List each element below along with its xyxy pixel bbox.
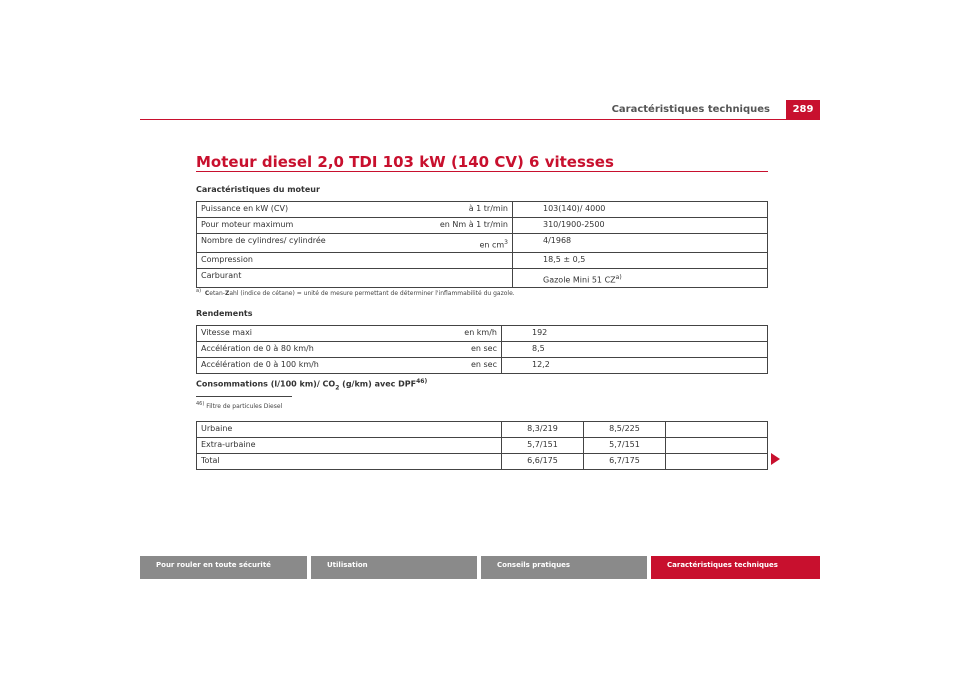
label-cell: Vitesse maxi	[201, 328, 253, 337]
label-cell: Compression	[197, 253, 513, 269]
value-cell: 8,3/219	[502, 422, 584, 438]
value-cell: 18,5 ± 0,5	[513, 253, 768, 269]
footnote-ref: 46)	[416, 378, 428, 385]
label-cell: Total	[197, 454, 502, 470]
unit-cell: en sec	[470, 360, 497, 369]
label-cell: Nombre de cylindres/ cylindrée	[201, 236, 326, 245]
consumption-table	[196, 421, 768, 470]
empty-cell	[666, 454, 768, 470]
label-cell: Accélération de 0 à 100 km/h	[201, 360, 319, 369]
unit-superscript: 3	[504, 239, 508, 246]
value-cell: 8,5/225	[584, 422, 666, 438]
consumption-heading: Consommations (l/100 km)/ $CO_2$ (g/km) avec DPF$^{46)}$	[196, 378, 428, 392]
table-row	[197, 234, 768, 253]
nav-tab-practical-tips[interactable]: Conseils pratiques	[481, 556, 647, 579]
value-cell: 5,7/151	[502, 438, 584, 454]
table-row	[197, 358, 768, 374]
engine-footnote: $^{a)}$ Cetan-Zahl (indice de cétane) = unité de mesure permettant de déterminer l'inflammabilité du gazole.	[196, 288, 515, 297]
engine-table	[196, 201, 768, 288]
page-number: 289	[786, 100, 820, 119]
value-cell: 310/1900-2500	[513, 218, 768, 234]
table-row	[197, 269, 768, 288]
consumption-footnote: $^{46)}$ Filtre de particules Diesel	[196, 401, 283, 410]
next-page-arrow-icon[interactable]	[771, 453, 780, 465]
table-row	[197, 422, 768, 438]
label-cell: Urbaine	[197, 422, 502, 438]
unit-cell: en Nm à 1 tr/min	[439, 220, 508, 229]
nav-tab-technical-data[interactable]: Caractéristiques techniques	[651, 556, 820, 579]
table-row	[197, 326, 768, 342]
value-cell: 12,2	[502, 358, 768, 374]
table-row	[197, 342, 768, 358]
label-cell: Accélération de 0 à 80 km/h	[201, 344, 314, 353]
value-cell: 4/1968	[513, 234, 768, 253]
table-row	[197, 218, 768, 234]
value-cell: 6,6/175	[502, 454, 584, 470]
label-cell: Extra-urbaine	[197, 438, 502, 454]
footnote-ref: a)	[615, 274, 622, 281]
value-cell: 6,7/175	[584, 454, 666, 470]
unit-cell: en km/h	[464, 328, 497, 337]
table-row	[197, 202, 768, 218]
label-cell: Puissance en kW (CV)	[201, 204, 289, 213]
performance-table	[196, 325, 768, 374]
value-cell: 8,5	[502, 342, 768, 358]
value-cell: 103(140)/ 4000	[513, 202, 768, 218]
unit-cell: à 1 tr/min	[468, 204, 508, 213]
footnote-mark: 46)	[196, 401, 205, 407]
label-cell: Pour moteur maximum	[201, 220, 294, 229]
section-title: Moteur diesel 2,0 TDI 103 kW (140 CV) 6 vitesses	[196, 153, 614, 171]
value-cell: 5,7/151	[584, 438, 666, 454]
value-cell: Gazole Mini 51 CZ$^{a)}$	[513, 269, 768, 288]
running-header-title: Caractéristiques techniques	[611, 104, 770, 115]
engine-heading: Caractéristiques du moteur	[196, 185, 320, 194]
unit-cell: en $cm^3$	[479, 239, 508, 250]
table-row	[197, 253, 768, 269]
empty-cell	[666, 422, 768, 438]
empty-cell	[666, 438, 768, 454]
section-title-rule	[196, 171, 768, 172]
table-row	[197, 454, 768, 470]
value-cell: 192	[502, 326, 768, 342]
header-rule	[140, 119, 820, 120]
label-cell: Carburant	[197, 269, 513, 288]
unit-cell: en sec	[470, 344, 497, 353]
footnote-rule	[196, 396, 292, 397]
performance-heading: Rendements	[196, 309, 253, 318]
table-row	[197, 438, 768, 454]
footnote-mark: a)	[196, 288, 202, 294]
nav-tab-safety[interactable]: Pour rouler en toute sécurité	[140, 556, 307, 579]
nav-tab-usage[interactable]: Utilisation	[311, 556, 477, 579]
